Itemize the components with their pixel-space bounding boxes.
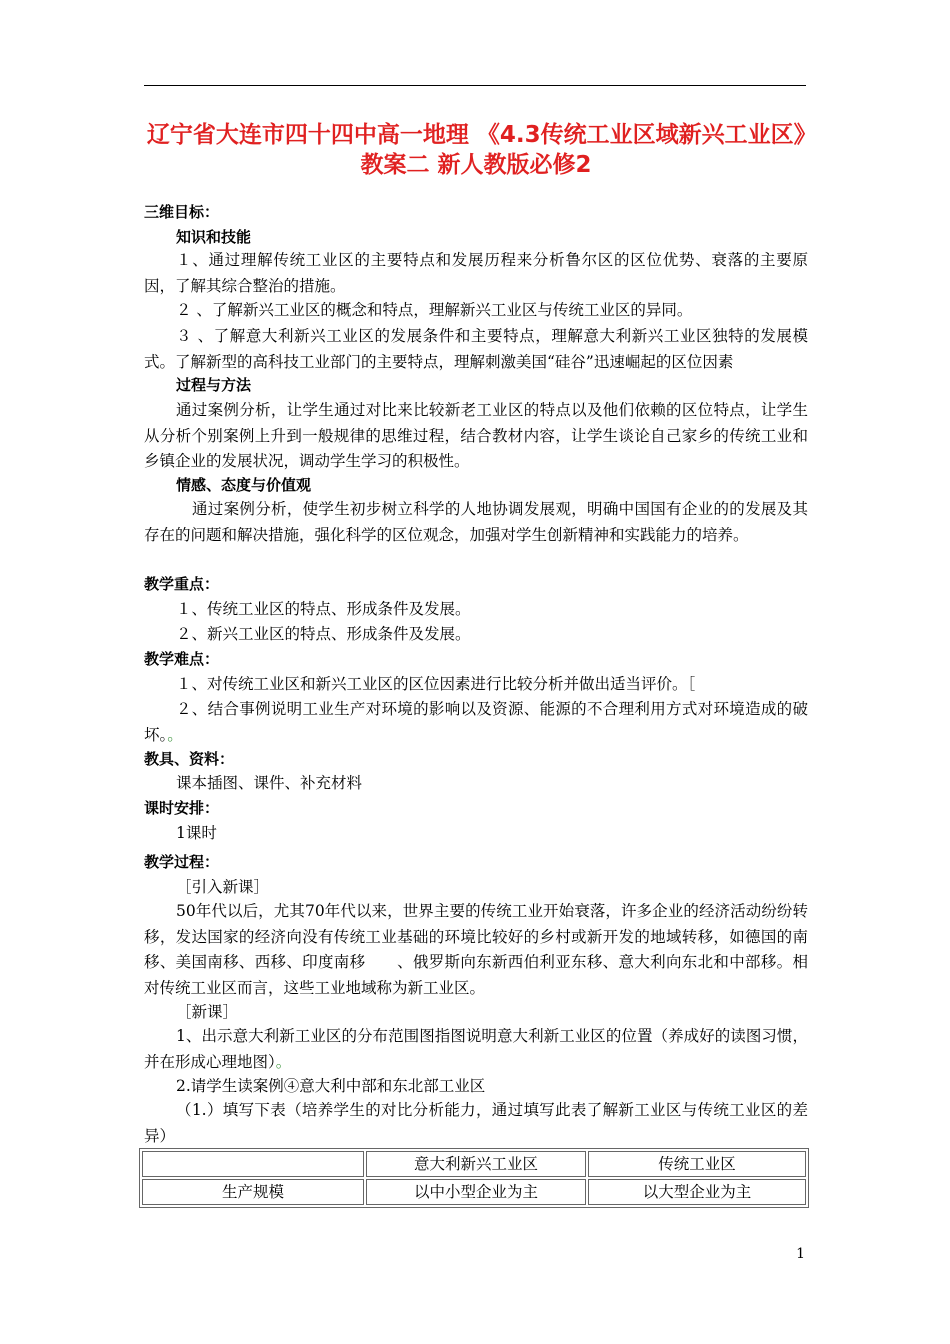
header-rule bbox=[144, 85, 806, 86]
key-point-2: ２、新兴工业区的特点、形成条件及发展。 bbox=[176, 625, 471, 643]
objective-paragraph-1: １、通过理解传统工业区的主要特点和发展历程来分析鲁尔区的区位优势、衰落的主要原因，了解其综合整治的措施。 bbox=[144, 251, 808, 295]
key-points-heading: 教学重点： bbox=[144, 575, 220, 593]
table-cell: 以中小型企业为主 bbox=[366, 1179, 586, 1205]
table-cell: 生产规模 bbox=[142, 1179, 364, 1205]
emotion-paragraph: 通过案例分析，使学生初步树立科学的人地协调发展观，明确中国国有企业的的发展及其存在的问题和解决措施，强化科学的区位观念，加强对学生创新精神和实践能力的培养。 bbox=[144, 500, 808, 544]
intro-paragraph: 50年代以后，尤其70年代以来，世界主要的传统工业开始衰落，许多企业的经济活动纷纷转移，发达国家的经济向没有传统工业基础的环境比较好的乡村或新开发的地域转移，如德国的南移、美国南移、西移、印度南移 、俄罗斯向东新西伯利亚东移、意大利向东北和中部移。相对传统工业区而言，这些工业地域称为新工业区。 bbox=[144, 902, 808, 997]
difficulty-1: １、对传统工业区和新兴工业区的区位因素进行比较分析并做出适当评价。［ bbox=[176, 675, 696, 693]
table-header-cell bbox=[142, 1151, 364, 1177]
table-header-row bbox=[142, 1151, 806, 1177]
key-point-1: １、传统工业区的特点、形成条件及发展。 bbox=[176, 600, 471, 618]
materials-text: 课本插图、课件、补充材料 bbox=[176, 774, 363, 792]
green-mark: 。 bbox=[275, 1052, 292, 1071]
green-mark: 。 bbox=[167, 725, 183, 744]
step-2-1-paragraph: （1.）填写下表（培养学生的对比分析能力，通过填写此表了解新工业区与传统工业区的差异） bbox=[144, 1101, 808, 1145]
intro-new-lesson-label: ［引入新课］ bbox=[176, 878, 270, 896]
difficulties-heading: 教学难点： bbox=[144, 650, 220, 668]
objective-paragraph-3: ３ 、了解意大利新兴工业区的发展条件和主要特点，理解意大利新兴工业区独特的发展模式。了解新型的高科技工业部门的主要特点，理解刺激美国“硅谷”迅速崛起的区位因素 bbox=[144, 327, 808, 371]
step-1-paragraph: 1、出示意大利新工业区的分布范围图指图说明意大利新工业区的位置（养成好的读图习惯，并在形成心理地图）。 bbox=[144, 1027, 808, 1071]
step-2-paragraph: 2.请学生读案例④意大利中部和东北部工业区 bbox=[176, 1077, 486, 1095]
knowledge-skills-heading: 知识和技能 bbox=[176, 228, 252, 246]
schedule-text: 1课时 bbox=[176, 824, 217, 842]
page-number: 1 bbox=[796, 1246, 805, 1262]
objectives-heading: 三维目标： bbox=[144, 203, 220, 221]
table-cell: 以大型企业为主 bbox=[588, 1179, 806, 1205]
table-header-cell: 意大利新兴工业区 bbox=[366, 1151, 586, 1177]
difficulty-2: ２、结合事例说明工业生产对环境的影响以及资源、能源的不合理利用方式对环境造成的破坏。。 bbox=[144, 700, 808, 744]
document-title: 辽宁省大连市四十四中高一地理 《4.3传统工业区域新兴工业区》教案二 新人教版必修2 bbox=[146, 122, 806, 178]
process-method-heading: 过程与方法 bbox=[176, 376, 252, 394]
table-header-cell: 传统工业区 bbox=[588, 1151, 806, 1177]
emotion-values-heading: 情感、态度与价值观 bbox=[176, 476, 312, 494]
teaching-process-heading: 教学过程： bbox=[144, 853, 220, 871]
process-paragraph: 通过案例分析，让学生通过对比来比较新老工业区的特点以及他们依赖的区位特点，让学生从分析个别案例上升到一般规律的思维过程，结合教材内容，让学生谈论自己家乡的传统工业和乡镇企业的发展状况，调动学生学习的积极性。 bbox=[144, 401, 808, 470]
table-row bbox=[142, 1179, 806, 1205]
comparison-table bbox=[139, 1148, 809, 1208]
schedule-heading: 课时安排： bbox=[144, 799, 220, 817]
new-lesson-label: ［新课］ bbox=[176, 1003, 239, 1021]
objective-paragraph-2: ２ 、了解新兴工业区的概念和特点，理解新兴工业区与传统工业区的异同。 bbox=[176, 301, 693, 319]
materials-heading: 教具、资料： bbox=[144, 750, 235, 768]
